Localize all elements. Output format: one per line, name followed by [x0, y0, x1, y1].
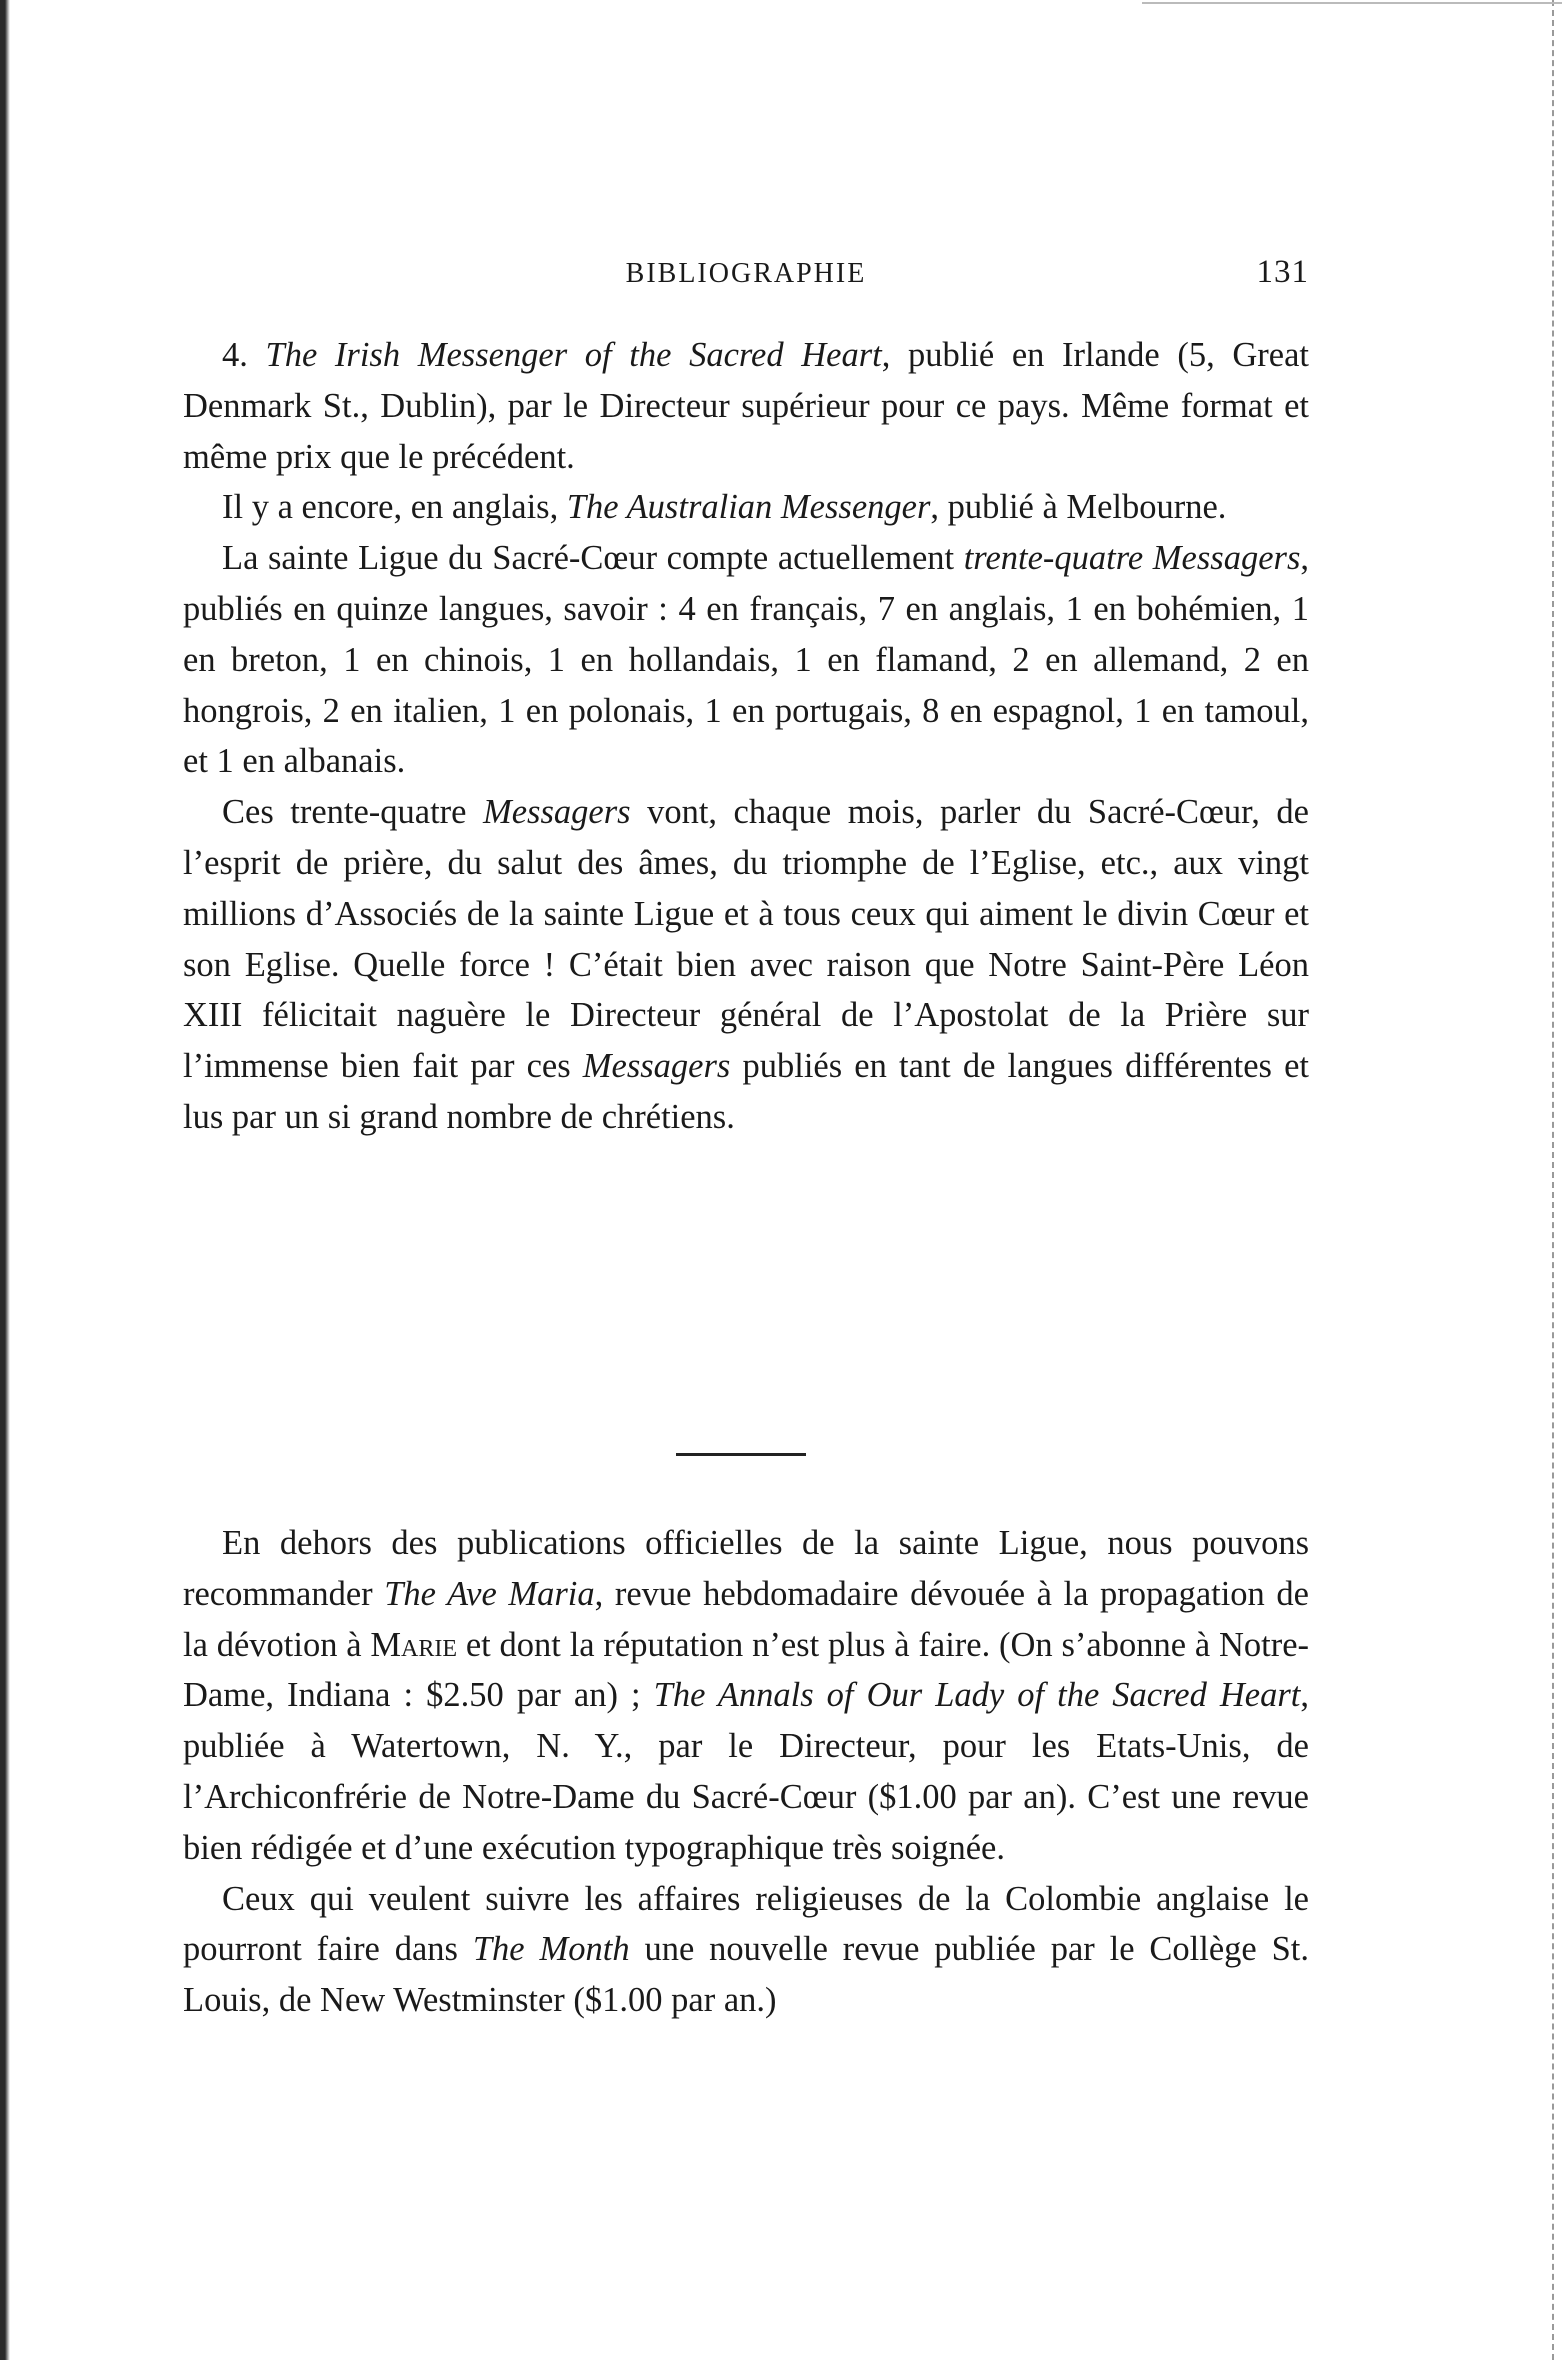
journal-title: The Ave Maria [384, 1574, 595, 1613]
journal-title: The Irish Messenger of the Sacred Heart [265, 336, 882, 374]
text-run: , publiés en quinze langues, savoir : 4 en français, 7 en anglais, 1 en bohémien, 1 en breton, 1 en chinois, 1 en hollandais, 1 en flamand, 2 en allemand, 2 en hongrois, 2 en italien, 1 en polonais, 1 en portugais, 8 en espagnol, 1 en tamoul, et 1 en albanais. [183, 539, 1310, 781]
text-run: une nouvelle revue publiée par le Collège St. Louis, de New Westminster ($1.00 par an.) [183, 1930, 1309, 2020]
section-separator-rule [676, 1453, 806, 1456]
page-right-edge [1550, 0, 1554, 2360]
text-run: , publié en Irlande (5, Great Denmark St., Dublin), par le Directeur supérieur pour ce pays. Même format et même prix que le précédent. [183, 336, 1309, 476]
text-run: En dehors des publications officielles de la sainte Ligue, nous pouvons recommander [183, 1524, 1309, 1613]
paragraph-languages [183, 533, 1309, 787]
text-run: et dont la réputation n’est plus à faire. (On s’abonne à Notre-Dame, Indiana : $2.50 par an) ; [183, 1625, 1309, 1715]
text-run: publiés en tant de langues différentes et lus par un si grand nombre de chrétiens. [183, 1047, 1309, 1136]
text-run: 4. [222, 336, 266, 374]
paragraph-messagers-mission [183, 787, 1309, 1143]
text-run: vont, chaque mois, parler du Sacré-Cœur, de l’esprit de prière, du salut des âmes, du triomphe de l’Eglise, etc., aux vingt millions d’Associés de la sainte Ligue et à tous ceux qui aiment le divin Cœur et son Eglise. Quelle force ! C’était bien avec raison que Notre Saint-Père Léon XIII félicitait naguère le Directeur général de l’Apostolat de la Prière sur l’immense bien fait par ces [183, 793, 1309, 1086]
journal-title: The Annals of Our Lady of the Sacred Heart [653, 1676, 1301, 1715]
emphasis: Messagers [482, 793, 631, 832]
text-run: Ces trente-quatre [222, 793, 483, 832]
page-binding-edge [0, 0, 10, 2360]
text-run: Il y a encore, en anglais, [222, 488, 567, 527]
page-top-edge [1142, 2, 1562, 4]
paragraph-the-month [183, 1874, 1309, 2026]
paragraph-ave-maria [183, 1518, 1309, 1874]
page-header [183, 254, 1309, 294]
small-caps-name: Marie [370, 1625, 458, 1664]
text-run: , revue hebdomadaire dévouée à la propagation de la dévotion à [183, 1574, 1309, 1664]
text-run: La sainte Ligue du Sacré-Cœur compte actuellement [222, 539, 964, 578]
text-run: , publiée à Watertown, N. Y., par le Directeur, pour les Etats-Unis, de l’Archiconfrérie de Notre-Dame du Sacré-Cœur ($1.00 par an). C’est une revue bien rédigée et d’une exécution typographique très soignée. [183, 1676, 1309, 1867]
body-text-section-1 [183, 330, 1309, 1143]
emphasis: Messagers [582, 1047, 731, 1086]
journal-title: The Month [472, 1930, 630, 1969]
paragraph-irish-messenger [183, 330, 1309, 482]
paragraph-australian-messenger [183, 482, 1309, 533]
text-run: , publié à Melbourne. [930, 488, 1227, 527]
running-title: BIBLIOGRAPHIE [625, 258, 867, 289]
page-number: 131 [1256, 254, 1309, 290]
emphasis: trente-quatre Messagers [963, 539, 1301, 578]
text-run: Ceux qui veulent suivre les affaires religieuses de la Colombie anglaise le pourront faire dans [183, 1879, 1309, 1969]
body-text-section-2 [183, 1518, 1309, 2026]
journal-title: The Australian Messenger [566, 488, 931, 527]
